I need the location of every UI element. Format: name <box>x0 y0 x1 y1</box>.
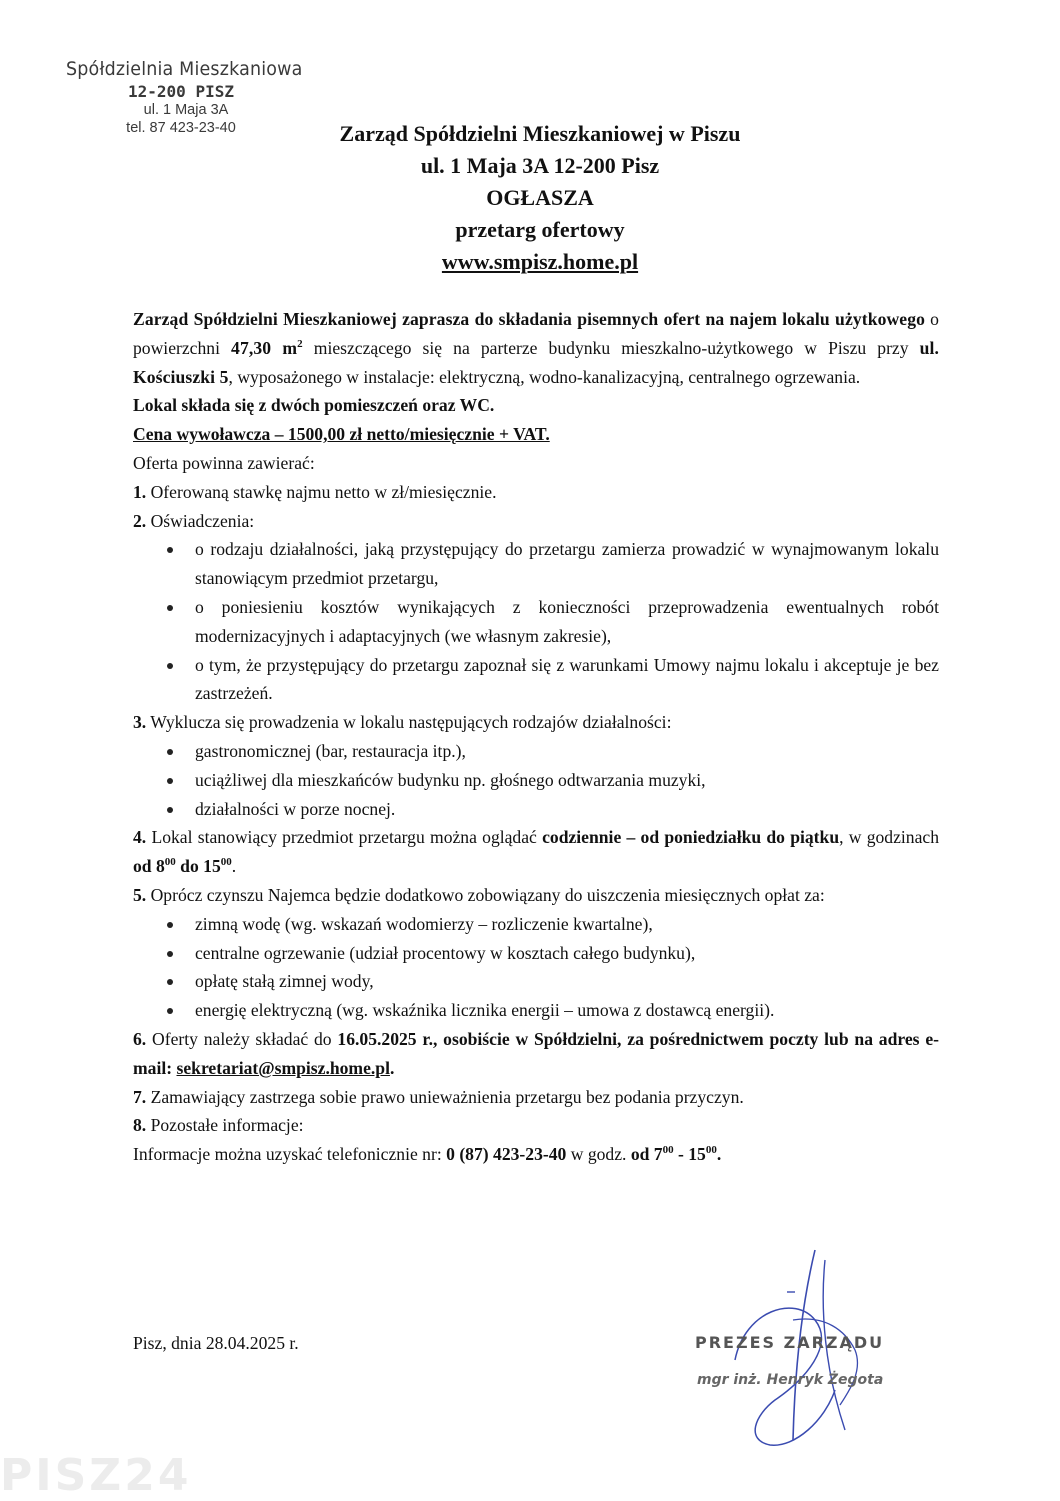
item-7: 7. Zamawiający zastrzega sobie prawo unieważnienia przetargu bez podania przyczyn. <box>133 1086 744 1107</box>
list-item: o rodzaju działalności, jaką przystępujący do przetargu zamierza prowadzić w wynajmowanym lokalu stanowiącym przedmiot przetargu, <box>133 535 939 593</box>
stamp-street: ul. 1 Maja 3A <box>143 102 229 118</box>
header-website-link[interactable]: www.smpisz.home.pl <box>441 249 639 274</box>
list-item: o tym, że przystępujący do przetargu zapoznał się z warunkami Umowy najmu lokalu i akceptuje je bez zastrzeżeń. <box>133 651 939 709</box>
list-item: uciążliwej dla mieszkańców budynku np. głośnego odtwarzania muzyki, <box>133 766 939 795</box>
list-item: o poniesieniu kosztów wynikających z konieczności przeprowadzenia ewentualnych robót modernizacyjnych i adaptacyjnych (we własnym zakresie), <box>133 593 939 651</box>
cooperative-stamp <box>66 58 303 137</box>
list-item: opłatę stałą zimnej wody, <box>133 967 939 996</box>
list-item: zimną wodę (wg. wskazań wodomierzy – rozliczenie kwartalne), <box>133 910 939 939</box>
header-board: Zarząd Spółdzielni Mieszkaniowej w Piszu <box>339 121 741 146</box>
stamp-name: Spółdzielnia Mieszkaniowa <box>66 58 303 80</box>
item-8: 8. Pozostałe informacje: <box>133 1115 304 1136</box>
header-announces: OGŁASZA <box>486 185 594 210</box>
header-address: ul. 1 Maja 3A 12-200 Pisz <box>420 153 660 178</box>
intro-paragraph: Zarząd Spółdzielni Mieszkaniowej zaprasza do składania pisemnych ofert na najem lokalu użytkowego o powierzchni 47,30 $m^2$ mieszczącego się na parterze budynku mieszkalno-użytkowego w Piszu przy ul. Kościuszki 5, wyposażonego w instalacje: elektryczną, wodno-kanalizacyjną, centralnego ogrzewania. <box>133 309 939 387</box>
header-tender-type: przetarg ofertowy <box>455 217 625 242</box>
list-item: działalności w porze nocnej. <box>133 795 939 824</box>
item-2-bullets <box>133 535 939 708</box>
announcement-header <box>290 118 790 278</box>
watermark: PISZ24 <box>0 1450 192 1501</box>
item-2: 2. Oświadczenia: <box>133 510 255 531</box>
document-date: Pisz, dnia 28.04.2025 r. <box>133 1333 299 1353</box>
item-1: 1. Oferowaną stawkę najmu netto w zł/miesięcznie. <box>133 481 497 502</box>
stamp-phone: tel. 87 423-23-40 <box>126 120 236 136</box>
stamp-postcode: 12-200 PISZ <box>128 82 234 101</box>
item-3: 3. Wyklucza się prowadzenia w lokalu następujących rodzajów działalności: <box>133 712 672 733</box>
rooms-line: Lokal składa się z dwóch pomieszczeń oraz WC. <box>133 395 495 416</box>
item-3-bullets <box>133 737 939 823</box>
contact-info: Informacje można uzyskać telefonicznie nr: 0 (87) 423-23-40 w godz. od $7^{00} - 15^{00}$. <box>133 1144 722 1165</box>
email-link[interactable]: sekretariat@smpisz.home.pl <box>176 1057 390 1078</box>
starting-price: Cena wywoławcza – 1500,00 zł netto/miesięcznie + VAT. <box>133 424 550 445</box>
item-4: 4. Lokal stanowiący przedmiot przetargu można oglądać codziennie – od poniedziałku do piątku, w godzinach od $8^{00}$ do $15^{00}$. <box>133 827 939 877</box>
street-address: ul. Kościuszki 5 <box>133 337 939 387</box>
announcement-body <box>133 305 939 1169</box>
item-5: 5. Oprócz czynszu Najemca będzie dodatkowo zobowiązany do uiszczenia miesięcznych opłat za: <box>133 884 825 905</box>
intro-lead: Zarząd Spółdzielni Mieszkaniowej zaprasza do składania pisemnych ofert na najem lokalu użytkowego <box>133 309 925 329</box>
list-item: energię elektryczną (wg. wskaźnika licznika energii – umowa z dostawcą energii). <box>133 996 939 1025</box>
item-6: 6. Oferty należy składać do 16.05.2025 r., osobiście w Spółdzielni, za pośrednictwem poczty lub na adres e-mail: sekretariat@smpisz.home.pl. <box>133 1028 939 1078</box>
item-5-bullets <box>133 910 939 1025</box>
list-item: gastronomicznej (bar, restauracja itp.), <box>133 737 939 766</box>
phone-number: 0 (87) 423-23-40 <box>446 1144 567 1165</box>
signature-title: PREZES ZARZĄDU <box>695 1333 885 1352</box>
list-item: centralne ogrzewanie (udział procentowy w kosztach całego budynku), <box>133 939 939 968</box>
offer-intro: Oferta powinna zawierać: <box>133 452 315 473</box>
area-value: 47,30 m <box>231 337 298 358</box>
signature-name: mgr inż. Henryk Żegota <box>697 1372 884 1388</box>
